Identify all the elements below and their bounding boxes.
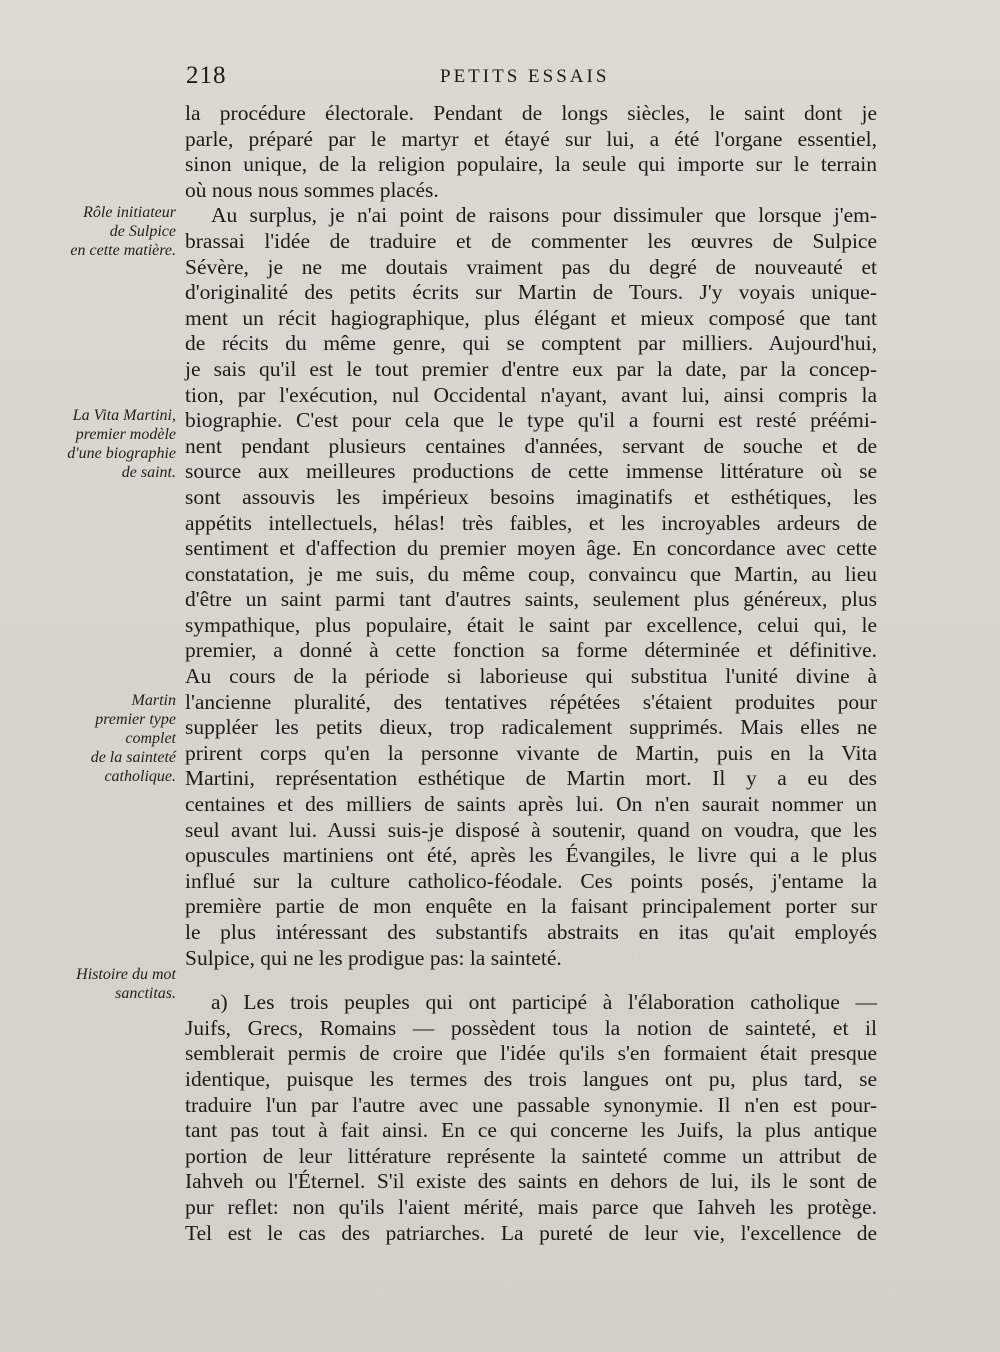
text-line: première partie de mon enquête en la faisant principalement porter sur — [185, 894, 877, 919]
paragraph-gap — [185, 971, 877, 990]
margin-note-line: de la sainteté — [90, 749, 176, 766]
running-title: PETITS ESSAIS — [440, 66, 610, 87]
text-line: influé sur la culture catholico-féodale. Ces points posés, j'entame la — [185, 868, 877, 893]
margin-note-line: catholique. — [104, 768, 176, 785]
text-line: nent pendant plusieurs centaines d'années, servant de souche et de — [185, 433, 877, 458]
text-line: Au cours de la période si laborieuse qui substitua l'unité divine à — [185, 664, 877, 689]
text-line: premier, a donné à cette fonction sa forme déterminée et définitive. — [185, 638, 877, 663]
margin-note-line: complet — [125, 730, 176, 747]
text-line: sympathique, plus populaire, était le saint par excellence, celui qui, le — [185, 612, 877, 637]
margin-note-line: en cette matière. — [70, 242, 176, 259]
text-line: le plus intéressant des substantifs abstraits en itas qu'ait employés — [185, 920, 877, 944]
margin-note-line: sanctitas. — [115, 985, 176, 1002]
text-line: portion de leur littérature représente la sainteté comme un attribut de — [185, 1143, 877, 1168]
margin-note-line: de saint. — [121, 464, 176, 481]
page-number: 218 — [186, 62, 227, 89]
text-line: où nous nous sommes placés. — [185, 177, 439, 202]
margin-note-line: Rôle initiateur — [83, 204, 176, 221]
text-line: pur reflet: non qu'ils l'aient mérité, mais parce que Iahveh les protège. — [185, 1194, 877, 1219]
text-line: centaines et des milliers de saints après lui. On n'en saurait nommer un — [185, 792, 877, 817]
text-line: sinon unique, de la religion populaire, la seule qui importe sur le terrain — [185, 152, 877, 177]
text-line: prirent corps qu'en la personne vivante de Martin, puis en la Vita — [185, 740, 877, 765]
margin-note-line: Martin — [131, 692, 176, 709]
text-line: parle, préparé par le martyr et étayé sur lui, a été l'organe essentiel, — [185, 126, 877, 151]
text-line: d'originalité des petits écrits sur Martin de Tours. J'y voyais unique- — [185, 280, 877, 305]
text-line: ment un récit hagiographique, plus élégant et mieux composé que tant — [185, 305, 877, 330]
margin-note-vita-martini — [48, 406, 176, 482]
text-line: appétits intellectuels, hélas! très faibles, et les incroyables ardeurs de — [185, 510, 877, 535]
text-line: l'ancienne pluralité, des tentatives répétées s'étaient produites pour — [185, 689, 877, 714]
text-line: Au surplus, je n'ai point de raisons pour dissimuler que lorsque j'em- — [211, 203, 877, 228]
text-line: Sulpice, qui ne les prodigue pas: la sainteté. — [185, 945, 562, 970]
body-text — [185, 101, 877, 1246]
margin-note-line: Histoire du mot — [76, 966, 176, 983]
text-line: sont assouvis les impérieux besoins imaginatifs et esthétiques, les — [185, 484, 877, 509]
text-line: identique, puisque les termes des trois langues ont pu, plus tard, se — [185, 1066, 877, 1091]
page-header — [0, 62, 1000, 96]
text-line: Sévère, je ne me doutais vraiment pas du degré de nouveauté et — [185, 254, 877, 279]
margin-note-martin-premier-type — [48, 691, 176, 786]
margin-note-sanctitas — [48, 965, 176, 1003]
text-line: Juifs, Grecs, Romains — possèdent tous la notion de sainteté, et il — [185, 1015, 877, 1040]
text-line: tion, par l'exécution, nul Occidental n'ayant, avant lui, ainsi compris la — [185, 382, 877, 407]
text-line: opuscules martiniens ont été, après les Évangiles, le livre qui a le plus — [185, 843, 877, 868]
text-line: constatation, je me suis, du même coup, convaincu que Martin, au lieu — [185, 561, 877, 586]
text-line: de récits du même genre, qui se comptent par milliers. Aujourd'hui, — [185, 331, 877, 356]
text-line: je sais qu'il est le tout premier d'entre eux par la date, par la concep- — [185, 356, 877, 381]
margin-note-line: de Sulpice — [109, 223, 176, 240]
text-line: tant pas tout à fait ainsi. En ce qui concerne les Juifs, la plus antique — [185, 1118, 877, 1143]
text-line: la procédure électorale. Pendant de longs siècles, le saint dont je — [185, 101, 877, 125]
text-line: Tel est le cas des patriarches. La pureté de leur vie, l'excellence de — [185, 1220, 877, 1245]
text-line: semblerait permis de croire que l'idée qu'ils s'en formaient était presque — [185, 1041, 877, 1066]
margin-note-line: premier type — [95, 711, 176, 728]
text-line: a) Les trois peuples qui ont participé à l'élaboration catholique — — [211, 990, 877, 1015]
text-line: d'être un saint parmi tant d'autres saints, seulement plus généreux, plus — [185, 587, 877, 612]
text-line: traduire l'un par l'autre avec une passable synonymie. Il n'en est pour- — [185, 1092, 877, 1117]
margin-note-line: d'une biographie — [67, 445, 176, 462]
text-line: biographie. C'est pour cela que le type qu'il a fourni est resté préémi- — [185, 408, 877, 433]
margin-note-role-initiateur — [48, 203, 176, 260]
text-line: brassai l'idée de traduire et de commenter les œuvres de Sulpice — [185, 228, 877, 253]
text-line: suppléer les petits dieux, trop radicalement supprimés. Mais elles ne — [185, 715, 877, 740]
text-line: seul avant lui. Aussi suis-je disposé à soutenir, quand on voudra, que les — [185, 817, 877, 842]
text-line: Martini, représentation esthétique de Martin mort. Il y a eu des — [185, 766, 877, 791]
text-line: sentiment et d'affection du premier moyen âge. En concordance avec cette — [185, 536, 877, 561]
text-line: source aux meilleures productions de cette immense littérature où se — [185, 459, 877, 484]
text-line: Iahveh ou l'Éternel. S'il existe des saints en dehors de lui, ils le sont de — [185, 1169, 877, 1194]
margin-note-line: premier modèle — [75, 426, 176, 443]
margin-note-line: La Vita Martini, — [72, 407, 176, 424]
